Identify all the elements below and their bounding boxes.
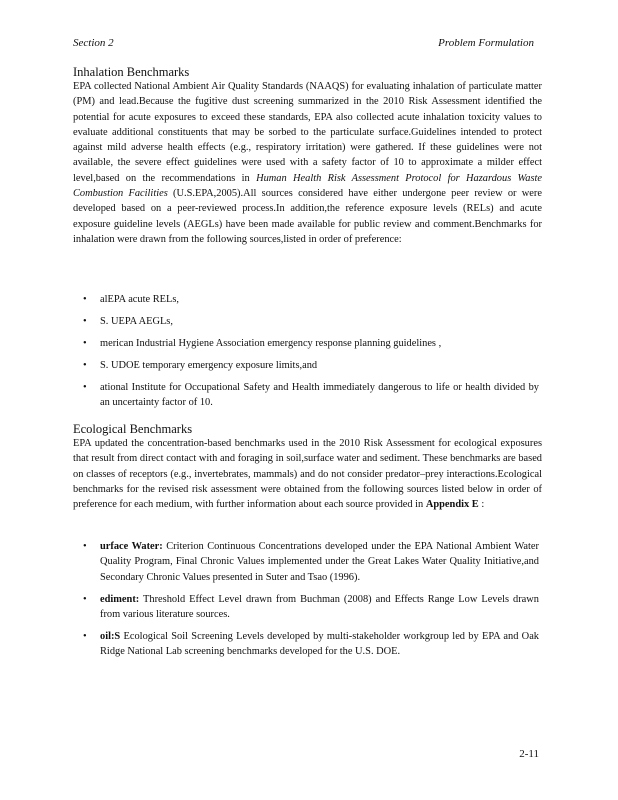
list-item-text: Threshold Effect Level drawn from Buchman (2008) and Effects Range Low Levels drawn from various literature sources.: [100, 593, 539, 620]
list-item: [83, 292, 539, 307]
inhalation-citation-title: Human Health Risk Assessment Protocol for Hazardous Waste Combustion Facilities: [73, 172, 542, 200]
appendix-reference: Appendix E: [425, 499, 479, 511]
list-item: [83, 592, 539, 623]
inhalation-heading: Inhalation Benchmarks: [73, 65, 190, 79]
list-item-text: S. UDOE temporary emergency exposure limits,and: [100, 359, 318, 371]
bullet-icon: •: [83, 541, 87, 552]
list-item-text: ational Institute for Occupational Safety and Health immediately dangerous to life or health divided by an uncertainty factor of 10.: [100, 381, 539, 409]
ecological-heading: Ecological Benchmarks: [73, 422, 193, 436]
list-item: [83, 380, 539, 411]
list-item-text: alEPA acute RELs,: [100, 294, 179, 305]
running-header-title: Problem Formulation: [438, 37, 534, 49]
list-item: [83, 314, 539, 329]
list-item: [83, 336, 539, 351]
inhalation-paragraph-text: EPA collected National Ambient Air Quality Standards (NAAQS) for evaluating inhalation of particulate matter (PM) and lead.Because the fugitive dust screening summarized in the 2010 Risk Assessment identified the potential for acute exposures to exceed these standards, EPA also collected acute inhalation toxicity values to evaluate additional constituents that may be sorbed to the particulate surface.Guidelines intended to protect against mild adverse health effects (e.g., respiratory irritation) were gathered. If these guidelines were not available, the severe effect guidelines were used with a safety factor of 10 to approximate a milder effect level,based on the recommendations in: [73, 81, 542, 184]
inhalation-source-list: [83, 292, 539, 417]
list-item: [83, 539, 539, 585]
bullet-icon: •: [83, 593, 87, 605]
bullet-icon: •: [83, 294, 87, 305]
inhalation-paragraph: [73, 79, 542, 247]
list-item-label: urface Water:: [100, 541, 163, 552]
bullet-icon: •: [83, 381, 87, 393]
list-item-label: oil:S: [100, 630, 121, 642]
bullet-icon: •: [83, 630, 87, 642]
bullet-icon: •: [83, 337, 87, 349]
list-item-text: Criterion Continuous Concentrations developed under the EPA National Ambient Water Quality Program, Final Chronic Values implemented under the Great Lakes Water Quality Initiative,and Secondary Chronic Values presented in Suter and Tsao (1996).: [100, 541, 539, 583]
list-item: [83, 629, 539, 660]
bullet-icon: •: [83, 315, 87, 327]
ecological-source-list: [83, 539, 539, 666]
ecological-paragraph: [73, 436, 542, 512]
page-number: 2-11: [519, 748, 539, 760]
list-item: [83, 358, 539, 373]
list-item-text: merican Industrial Hygiene Association emergency response planning guidelines ,: [100, 337, 442, 349]
list-item-text: Ecological Soil Screening Levels developed by multi-stakeholder workgroup led by EPA and Oak Ridge National Lab screening benchmarks developed for the U.S. DOE.: [100, 630, 539, 658]
ecological-paragraph-text: EPA updated the concentration-based benchmarks used in the 2010 Risk Assessment for ecological exposures that result from direct contact with and foraging in soil,surface water and sediment. These benchmarks are based on classes of receptors (e.g., invertebrates, mammals) and do not consider predator–prey interactions.Ecological benchmarks for the revised risk assessment were obtained from the following sources listed below in order of preference for each medium, with further information about each source provided in: [73, 438, 542, 511]
list-item-label: ediment:: [100, 593, 140, 605]
list-item-text: S. UEPA AEGLs,: [100, 315, 173, 327]
bullet-icon: •: [83, 359, 87, 371]
inhalation-paragraph-end: (U.S.EPA,2005).All sources considered have either undergone peer review or were developed based on a peer-reviewed process.In addition,the reference exposure levels (RELs) and acute exposure guideline levels (AEGLs) have been made available for public review and comment.Benchmarks for inhalation were drawn from the following sources,listed in order of preference:: [73, 188, 542, 245]
ecological-paragraph-end: :: [481, 499, 485, 511]
running-header-section: Section 2: [73, 37, 114, 49]
